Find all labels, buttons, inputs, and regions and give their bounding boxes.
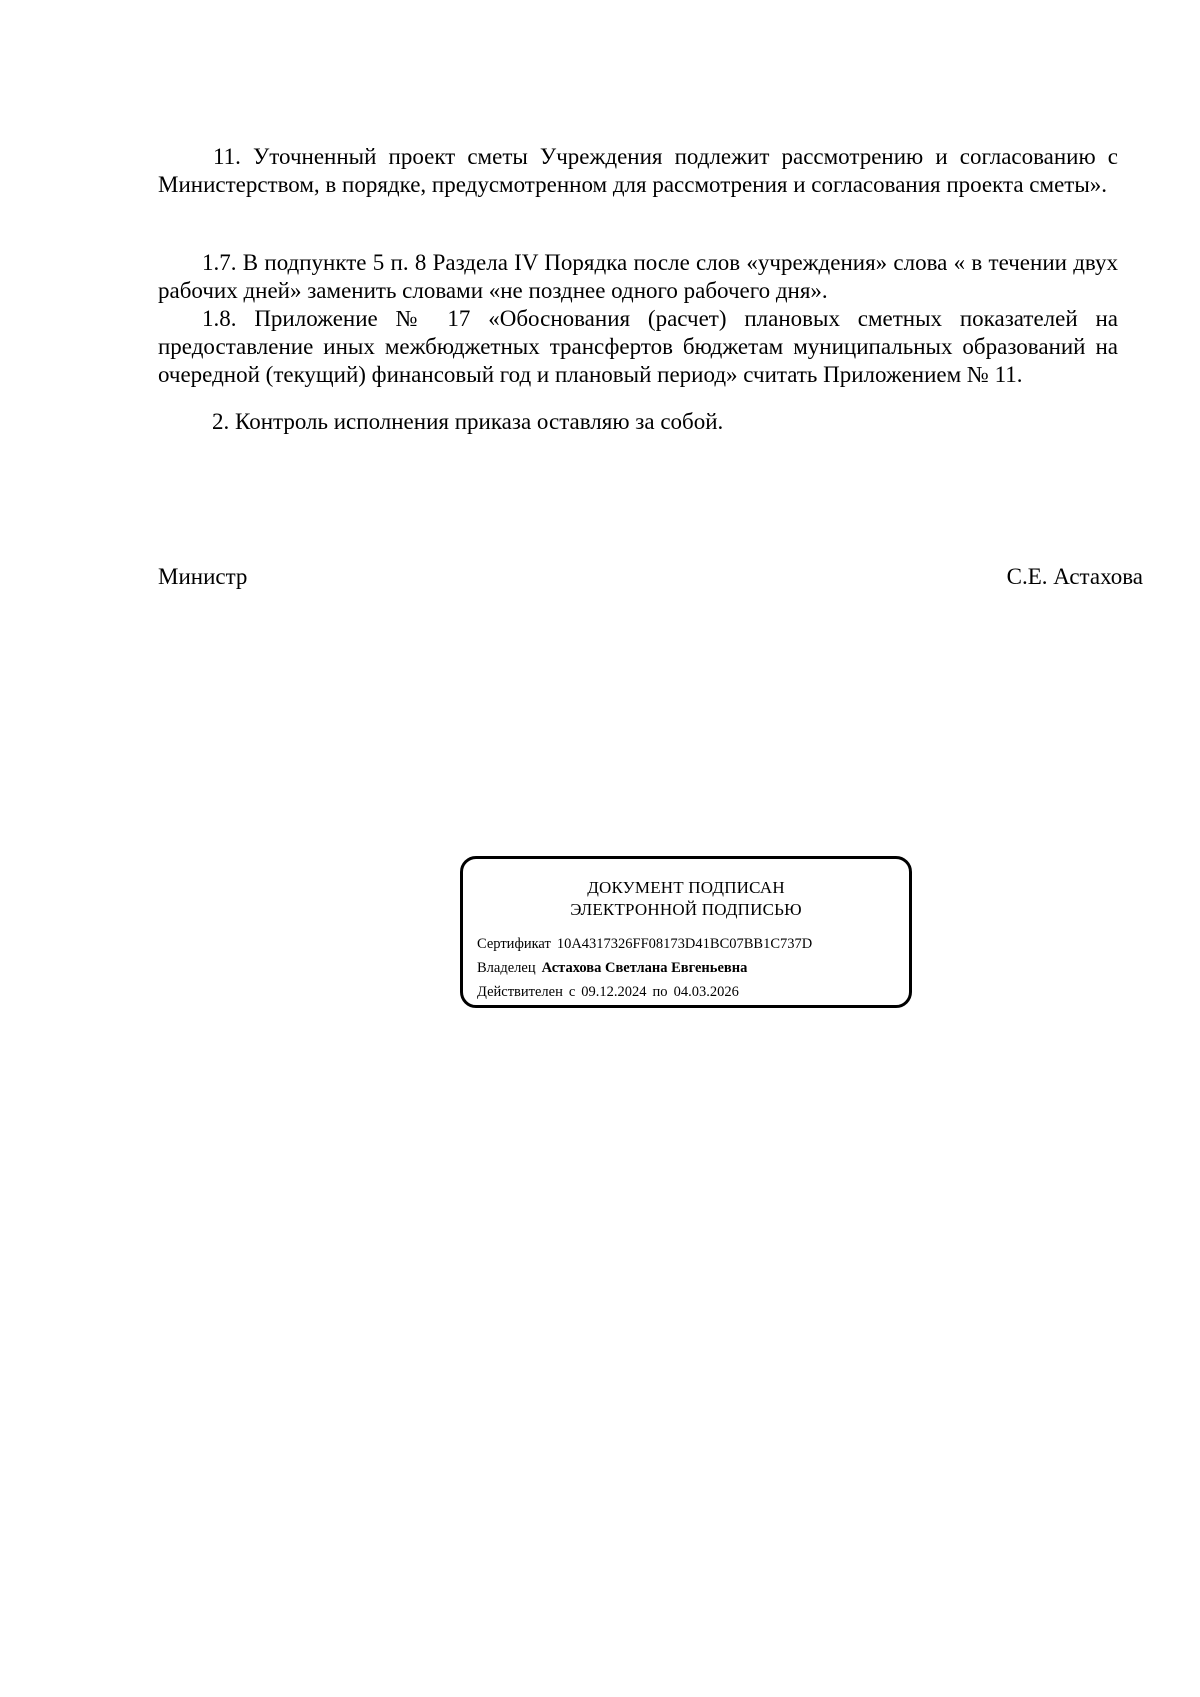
- stamp-heading: [463, 877, 909, 921]
- signatory-title: Министр: [158, 564, 248, 589]
- stamp-validity: [477, 983, 739, 1001]
- stamp-heading-line-1: ДОКУМЕНТ ПОДПИСАН: [587, 878, 785, 897]
- owner-label: Владелец: [477, 960, 536, 976]
- signatory-name: С.Е. Астахова: [1006, 564, 1143, 589]
- stamp-heading-line-2: ЭЛЕКТРОННОЙ ПОДПИСЬЮ: [570, 900, 802, 919]
- paragraph-11: 11. Уточненный проект сметы Учреждения подлежит рассмотрению и согласованию с Министерством, в порядке, предусмотренном для рассмотрения и согласования проекта сметы».: [158, 144, 1118, 197]
- certificate-label: Сертификат: [477, 936, 551, 952]
- stamp-certificate: [477, 935, 812, 953]
- valid-from-date: 09.12.2024: [581, 984, 647, 1000]
- valid-label: Действителен: [477, 984, 563, 1000]
- valid-to-date: 04.03.2026: [673, 984, 739, 1000]
- paragraph-1-7: 1.7. В подпункте 5 п. 8 Раздела IV Порядка после слов «учреждения» слова « в течении двух рабочих дней» заменить словами «не позднее одного рабочего дня».: [158, 250, 1118, 303]
- paragraph-1-8: 1.8. Приложение № 17 «Обоснования (расчет) плановых сметных показателей на предоставление иных межбюджетных трансфертов бюджетам муниципальных образований на очередной (текущий) финансовый год и плановый период» считать Приложением № 11.: [158, 306, 1118, 387]
- electronic-signature-stamp: [460, 856, 912, 1008]
- stamp-owner: [477, 959, 747, 977]
- certificate-value: 10A4317326FF08173D41BC07BB1C737D: [556, 936, 813, 952]
- valid-from-label: с: [568, 984, 576, 1000]
- owner-value: Астахова Светлана Евгеньевна: [541, 960, 748, 976]
- valid-to-label: по: [652, 984, 668, 1000]
- paragraph-2: 2. Контроль исполнения приказа оставляю за собой.: [212, 409, 724, 434]
